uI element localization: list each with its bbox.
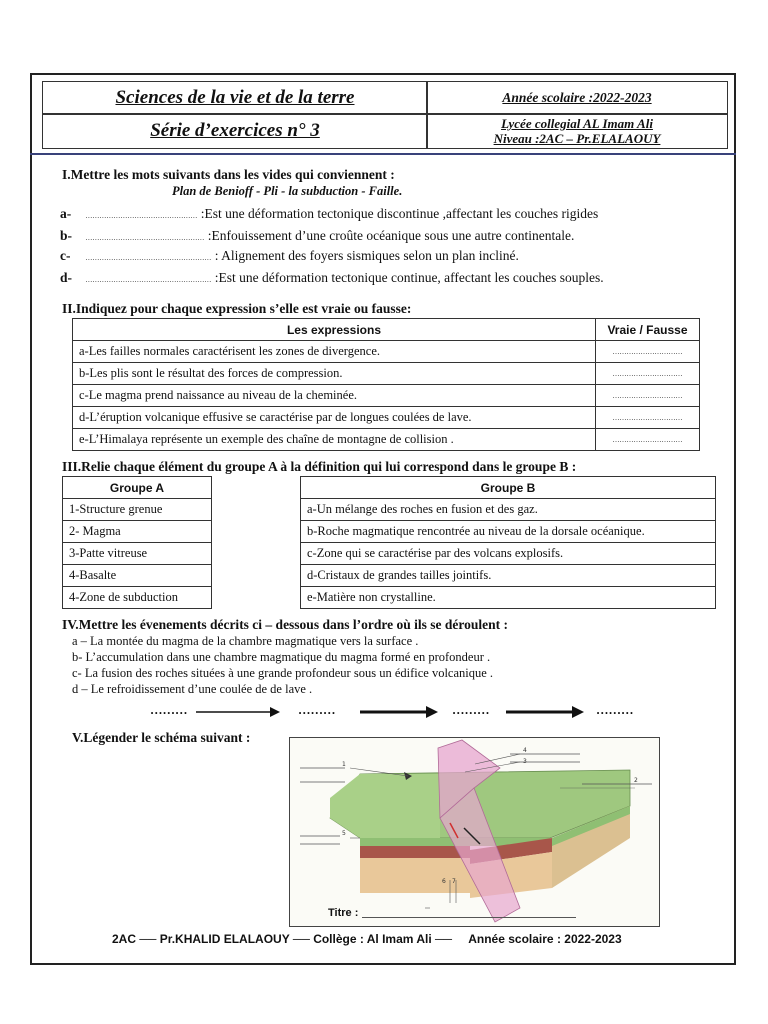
- table-row: [73, 385, 700, 407]
- level-teacher: Niveau :2AC – Pr.ELALAOUY: [493, 131, 661, 146]
- col-expressions: Les expressions: [73, 319, 596, 341]
- group-b-item: e-Matière non crystalline.: [301, 587, 716, 609]
- year-cell: [426, 81, 728, 115]
- answer-cell[interactable]: …………………………: [596, 385, 700, 407]
- subject-title: Sciences de la vie et de la terre: [115, 87, 355, 108]
- q2-title: II.Indiquez pour chaque expression s’elle est vraie ou fausse:: [62, 301, 412, 316]
- expression-cell: c-Le magma prend naissance au niveau de la cheminée.: [73, 385, 596, 407]
- order-blank-2[interactable]: ………: [298, 703, 336, 717]
- group-b-title: Groupe B: [301, 477, 716, 499]
- q1-item-b: [60, 228, 574, 244]
- q5-title: V.Légender le schéma suivant :: [72, 730, 251, 745]
- group-a-item: 1-Structure grenue: [63, 499, 212, 521]
- answer-cell[interactable]: …………………………: [596, 407, 700, 429]
- table-row: [73, 363, 700, 385]
- arrow-right-icon: [360, 706, 438, 718]
- q1-blank[interactable]: ………………………………………………: [85, 276, 212, 284]
- diagram-label: 1: [342, 761, 346, 768]
- arrow-right-icon: [506, 706, 584, 718]
- q4-event-c: c- La fusion des roches situées à une grande profondeur sous un édifice volcanique .: [72, 666, 494, 680]
- expression-cell: d-L’éruption volcanique effusive se caractérise par de longues coulées de lave.: [73, 407, 596, 429]
- group-a-item: 2- Magma: [63, 521, 212, 543]
- footer: 2AC ── Pr.KHALID ELALAOUY ── Collège : Al Imam Ali ── Année scolaire : 2022-2023: [112, 932, 622, 946]
- school-name: Lycée collegial AL Imam Ali: [501, 116, 653, 131]
- footer-teacher: Pr.KHALID ELALAOUY: [159, 932, 290, 946]
- group-b-table: [300, 476, 716, 609]
- footer-level: 2AC: [112, 932, 137, 946]
- diagram-title-blank[interactable]: [362, 917, 576, 918]
- school-year: Année scolaire :2022-2023: [502, 90, 652, 105]
- footer-year: Année scolaire : 2022-2023: [468, 932, 622, 946]
- q1-item-a: [60, 206, 598, 222]
- q1-blank[interactable]: …………………………………………: [85, 212, 198, 220]
- order-blank-4[interactable]: ………: [596, 703, 634, 717]
- diagram-label: 5: [342, 830, 346, 837]
- answer-cell[interactable]: …………………………: [596, 341, 700, 363]
- q1-item-c: [60, 248, 519, 264]
- col-true-false: Vraie / Fausse: [596, 319, 700, 341]
- q4-event-a: a – La montée du magma de la chambre magmatique vers la surface .: [72, 634, 419, 648]
- diagram-label: 4: [523, 747, 527, 754]
- table-row: [73, 429, 700, 451]
- diagram-title-label: Titre :: [328, 907, 359, 919]
- group-a-title: Groupe A: [63, 477, 212, 499]
- q4-event-b: b- L’accumulation dans une chambre magmatique du magma formé en profondeur .: [72, 650, 491, 664]
- subject-cell: [42, 81, 428, 115]
- group-b-item: d-Cristaux de grandes tailles jointifs.: [301, 565, 716, 587]
- q1-letter: c-: [60, 248, 71, 263]
- group-b-item: a-Un mélange des roches en fusion et des gaz.: [301, 499, 716, 521]
- table-row: [73, 407, 700, 429]
- group-b-item: b-Roche magmatique rencontrée au niveau de la dorsale océanique.: [301, 521, 716, 543]
- header: [42, 81, 728, 149]
- table-row: [73, 341, 700, 363]
- q4-title: IV.Mettre les évenements décrits ci – dessous dans l’ordre où ils se déroulent :: [62, 617, 508, 632]
- diagram-box: [289, 737, 660, 927]
- q1-item-d: [60, 270, 604, 286]
- order-blank-3[interactable]: ………: [452, 703, 490, 717]
- q1-definition: :Enfouissement d’une croûte océanique sous une autre continentale.: [207, 228, 575, 243]
- arrow-right-icon: [196, 707, 280, 717]
- q4-event-d: d – Le refroidissement d’une coulée de de lave .: [72, 682, 313, 696]
- expression-cell: e-L’Himalaya représente un exemple des chaîne de montagne de collision .: [73, 429, 596, 451]
- q1-blank[interactable]: ………………………………………………: [85, 254, 212, 262]
- group-a-item: 4-Zone de subduction: [63, 587, 212, 609]
- answer-cell[interactable]: …………………………: [596, 429, 700, 451]
- q3-title: III.Relie chaque élément du groupe A à la définition qui lui correspond dans le groupe B :: [62, 459, 577, 474]
- diagram-label: 2: [634, 777, 638, 784]
- q1-word-bank: Plan de Benioff - Pli - la subduction - Faille.: [172, 184, 403, 198]
- q1-blank[interactable]: ……………………………………………: [85, 234, 205, 242]
- expression-cell: a-Les failles normales caractérisent les zones de divergence.: [73, 341, 596, 363]
- group-a-item: 4-Basalte: [63, 565, 212, 587]
- q1-letter: d-: [60, 270, 73, 285]
- expression-cell: b-Les plis sont le résultat des forces de compression.: [73, 363, 596, 385]
- q1-definition: : Alignement des foyers sismiques selon un plan incliné.: [214, 248, 519, 263]
- diagram-label: 6: [442, 878, 446, 885]
- answer-cell[interactable]: …………………………: [596, 363, 700, 385]
- q2-table: [72, 318, 700, 451]
- q1-definition: :Est une déformation tectonique discontinue ,affectant les couches rigides: [200, 206, 599, 221]
- q1-title: I.Mettre les mots suivants dans les vides qui conviennent :: [62, 167, 395, 182]
- group-b-item: c-Zone qui se caractérise par des volcans explosifs.: [301, 543, 716, 565]
- q1-letter: b-: [60, 228, 73, 243]
- header-divider: [30, 153, 736, 155]
- q1-definition: :Est une déformation tectonique continue, affectant les couches souples.: [214, 270, 604, 285]
- series-title: Série d’exercices n° 3: [150, 120, 320, 141]
- diagram-label: 3: [523, 758, 527, 765]
- q1-letter: a-: [60, 206, 72, 221]
- school-cell: [426, 113, 728, 149]
- group-a-item: 3-Patte vitreuse: [63, 543, 212, 565]
- series-cell: [42, 113, 428, 149]
- footer-college: Collège : Al Imam Ali: [313, 932, 432, 946]
- order-blank-1[interactable]: ………: [150, 703, 188, 717]
- diagram-label: 7: [452, 878, 456, 885]
- table-header-row: [73, 319, 700, 341]
- fault-block-diagram: [290, 738, 658, 925]
- group-a-table: [62, 476, 212, 609]
- order-arrows: [190, 704, 590, 720]
